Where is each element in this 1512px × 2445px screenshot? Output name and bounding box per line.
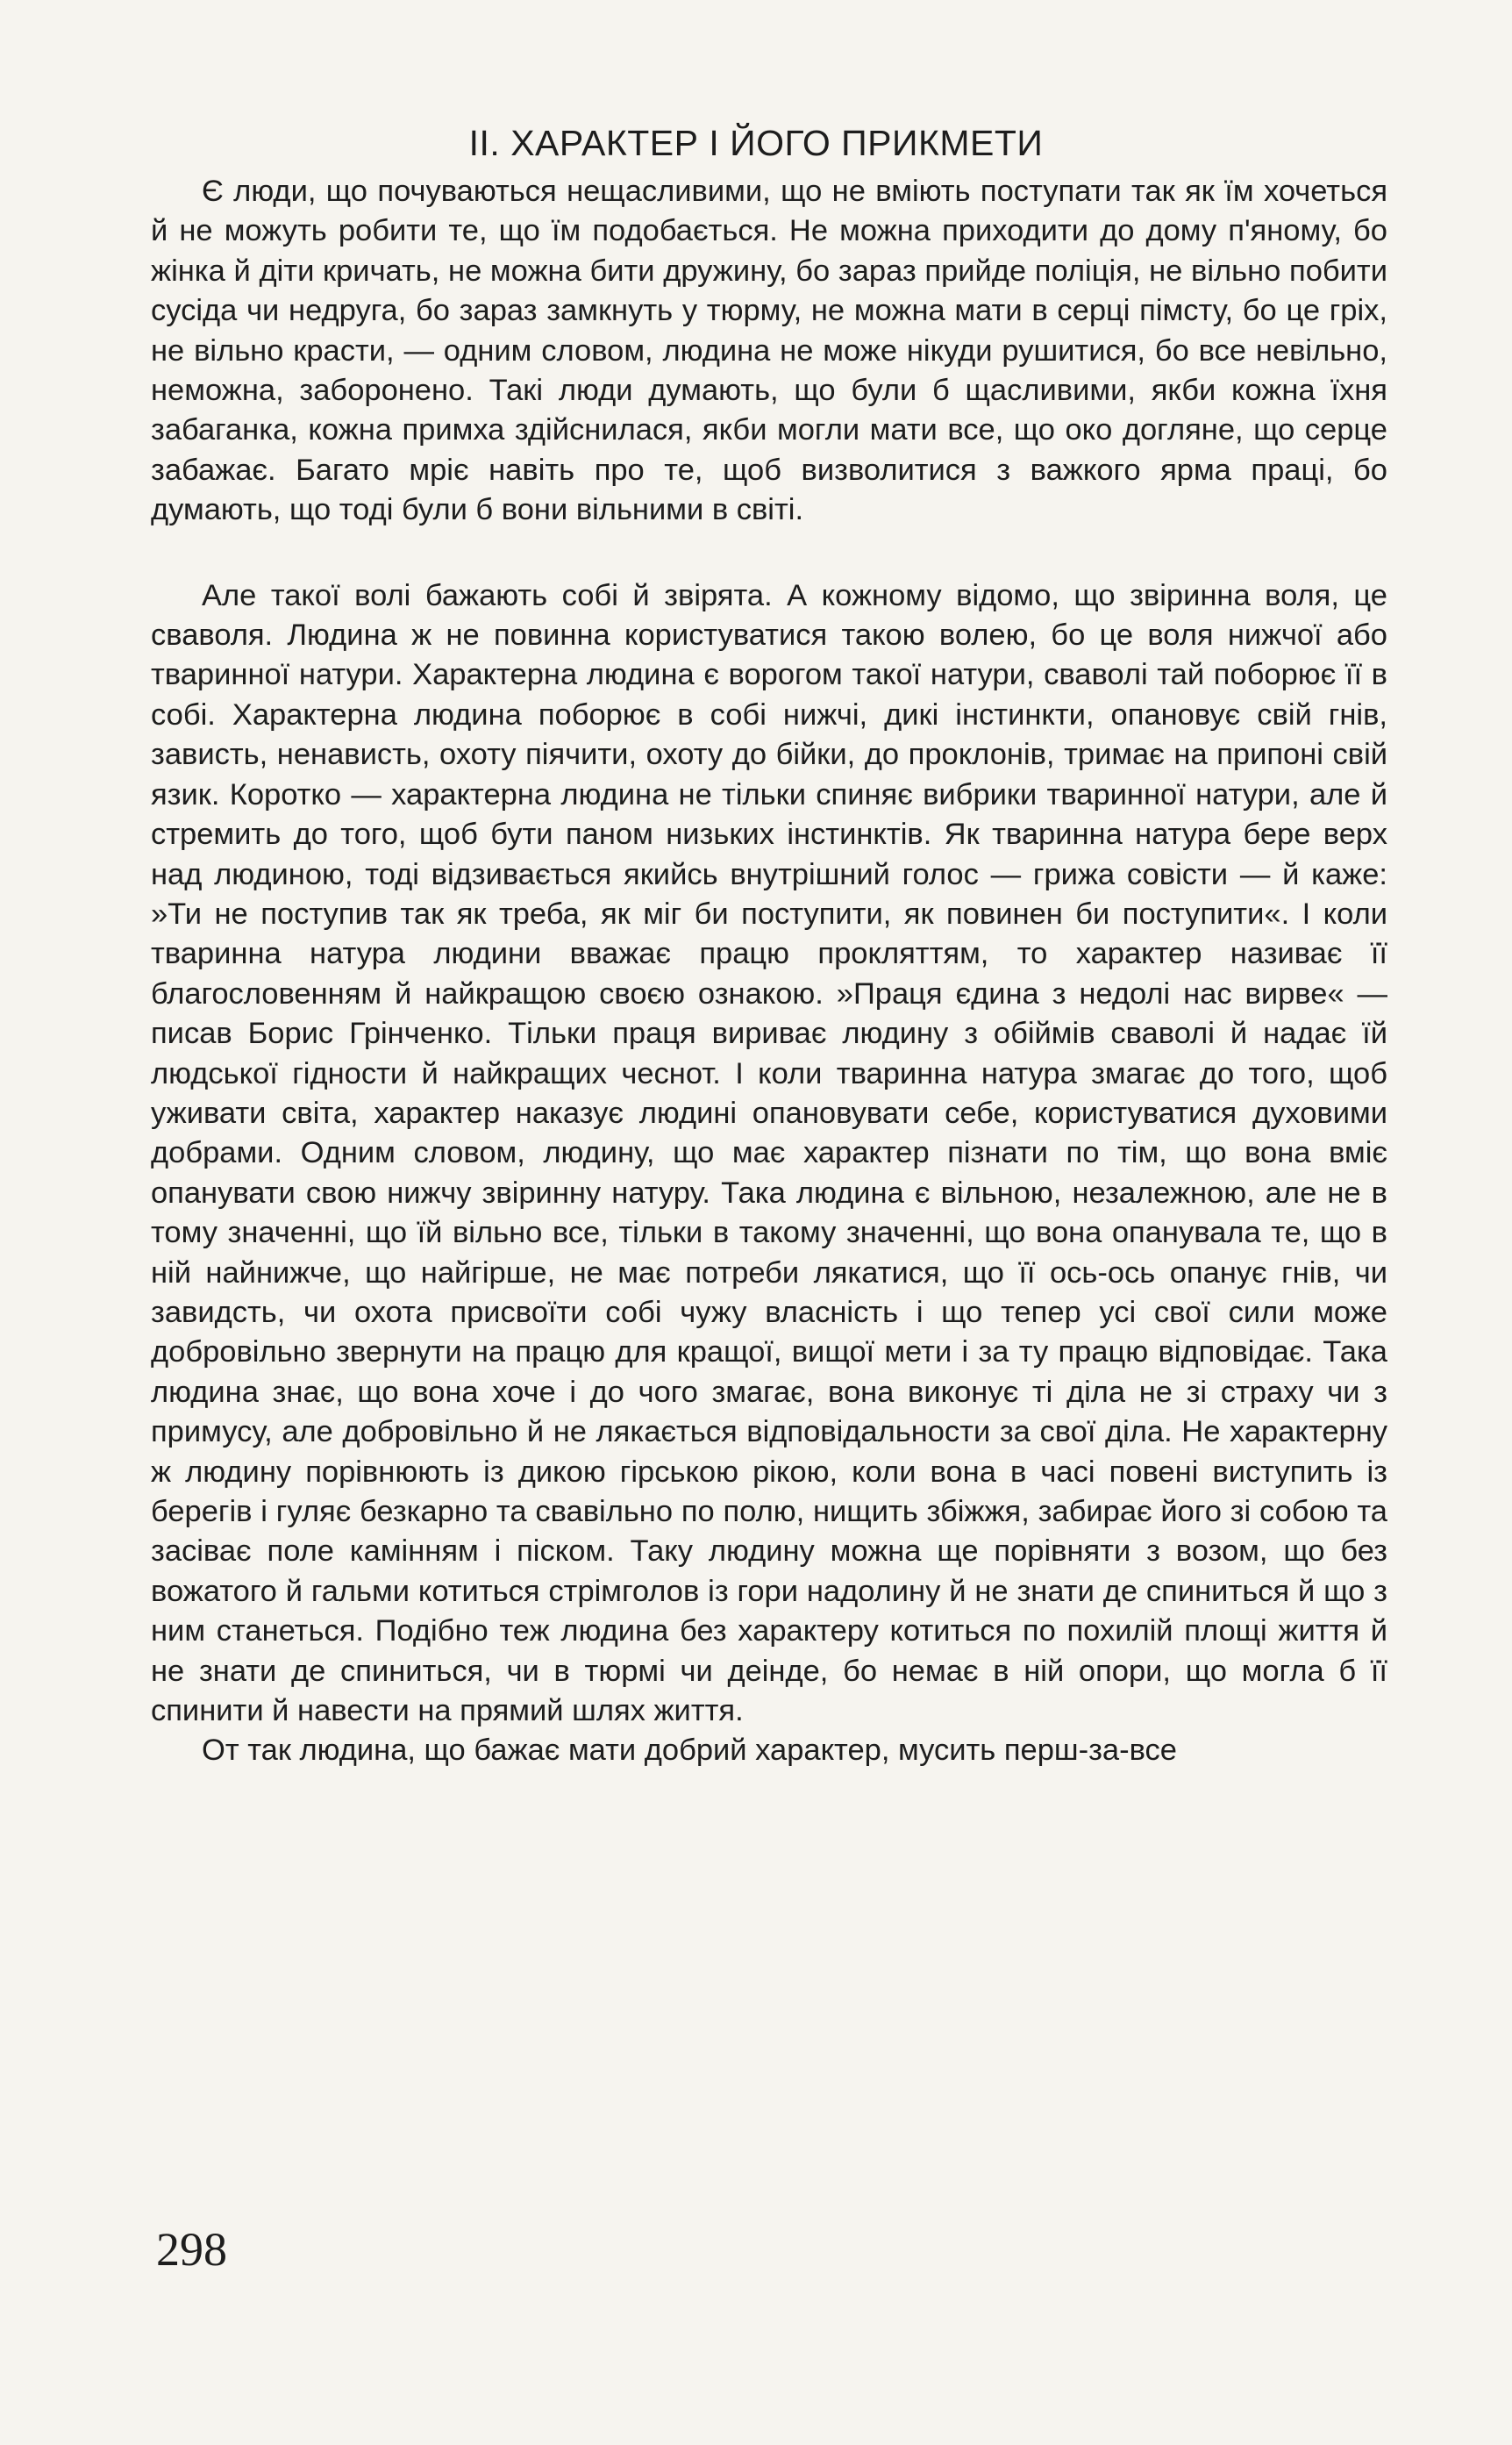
paragraph-1: Є люди, що почуваються нещасливими, що не вміють поступати так як їм хочеться й не можуть робити те, що їм подобається. Не можна приходити до дому п'яному, бо жінка й діти кричать, не можна бити дружину, бо зараз прийде поліція, не вільно побити сусіда чи недруга, бо зараз замкнуть у тюрму, не можна мати в серці пімсту, бо це гріх, не вільно красти, — одним словом, людина не може нікуди рушитися, бо все невільно, неможна, заборонено. Такі люди думають, що були б щасливими, якби кожна їхня забаганка, кожна примха здійснилася, якби могли мати все, що око догляне, що серце забажає. Багато мріє навіть про те, щоб визволитися з важкого ярма праці, бо думають, що тоді були б вони вільними в світі.: [151, 175, 1387, 527]
paragraph-3: От так людина, що бажає мати добрий характер, мусить перш-за-все: [202, 1734, 1177, 1768]
page-number: 298: [156, 2223, 227, 2276]
paragraph-2: Але такої волі бажають собі й звірята. А кожному відомо, що звіринна воля, це сваволя. Людина ж не повинна користуватися такою волею, бо це воля нижчої або тваринної натури. Характерна людина є ворогом такої натури, сваволі тай поборює її в собі. Характерна людина поборює в собі нижчі, дикі інстинкти, опановує свій гнів, зависть, ненависть, охоту піячити, охоту до бійки, до проклонів, тримає на припоні свій язик. Коротко — характерна людина не тільки спиняє вибрики тваринної натури, але й стремить до того, щоб бути паном низьких інстинктів. Як тваринна натура бере верх над людиною, тоді відзивається якийсь внутрішний голос — грижа совісти — й каже: »Ти не поступив так як треба, як міг би поступити, як повинен би поступити«. І коли тваринна натура людини вважає працю прокляттям, то характер називає її благословенням й найкращою своєю ознакою. »Праця єдина з недолі нас вирве« — писав Борис Грінченко. Тільки праця вириває людину з обіймів сваволі й надає їй людської гідности й найкращих чеснот. І коли тваринна натура змагає до того, щоб уживати світа, характер наказує людині опановувати себе, користуватися духовими добрами. Одним словом, людину, що має характер пізнати по тім, що вона вміє опанувати свою нижчу звіринну натуру. Така людина є вільною, незалежною, але не в тому значенні, що їй вільно все, тільки в такому значенні, що вона опанувала те, що в ній найнижче, що найгірше, не має потреби лякатися, що її ось-ось опанує гнів, чи завидсть, чи охота присвоїти собі чужу власність і що тепер усі свої сили може добровільно звернути на працю для кращої, вищої мети і за ту працю відповідає. Така людина знає, що вона хоче і до чого змагає, вона виконує ті діла не зі страху чи з примусу, але добровільно й не лякається відповідальности за свої діла. Не характерну ж людину порівнюють із дикою гірською рікою, коли вона в часі повені виступить із берегів і гуляє безкарно та свавільно по полю, нищить збіжжя, забирає його зі собою та засіває поле камінням і піском. Таку людину можна ще порівняти з возом, що без вожатого й гальми котиться стрімголов із гори надолину й не знати де спиниться й що з ним станеться. Подібно теж людина без характеру котиться по похилій площі життя й не знати де спиниться, чи в тюрмі чи деінде, бо немає в ній опори, що могла б її спинити й навести на прямий шлях життя.: [151, 578, 1387, 1728]
section-heading: ІІ. ХАРАКТЕР І ЙОГО ПРИКМЕТИ: [468, 123, 1044, 163]
body-text: [151, 172, 1387, 1771]
